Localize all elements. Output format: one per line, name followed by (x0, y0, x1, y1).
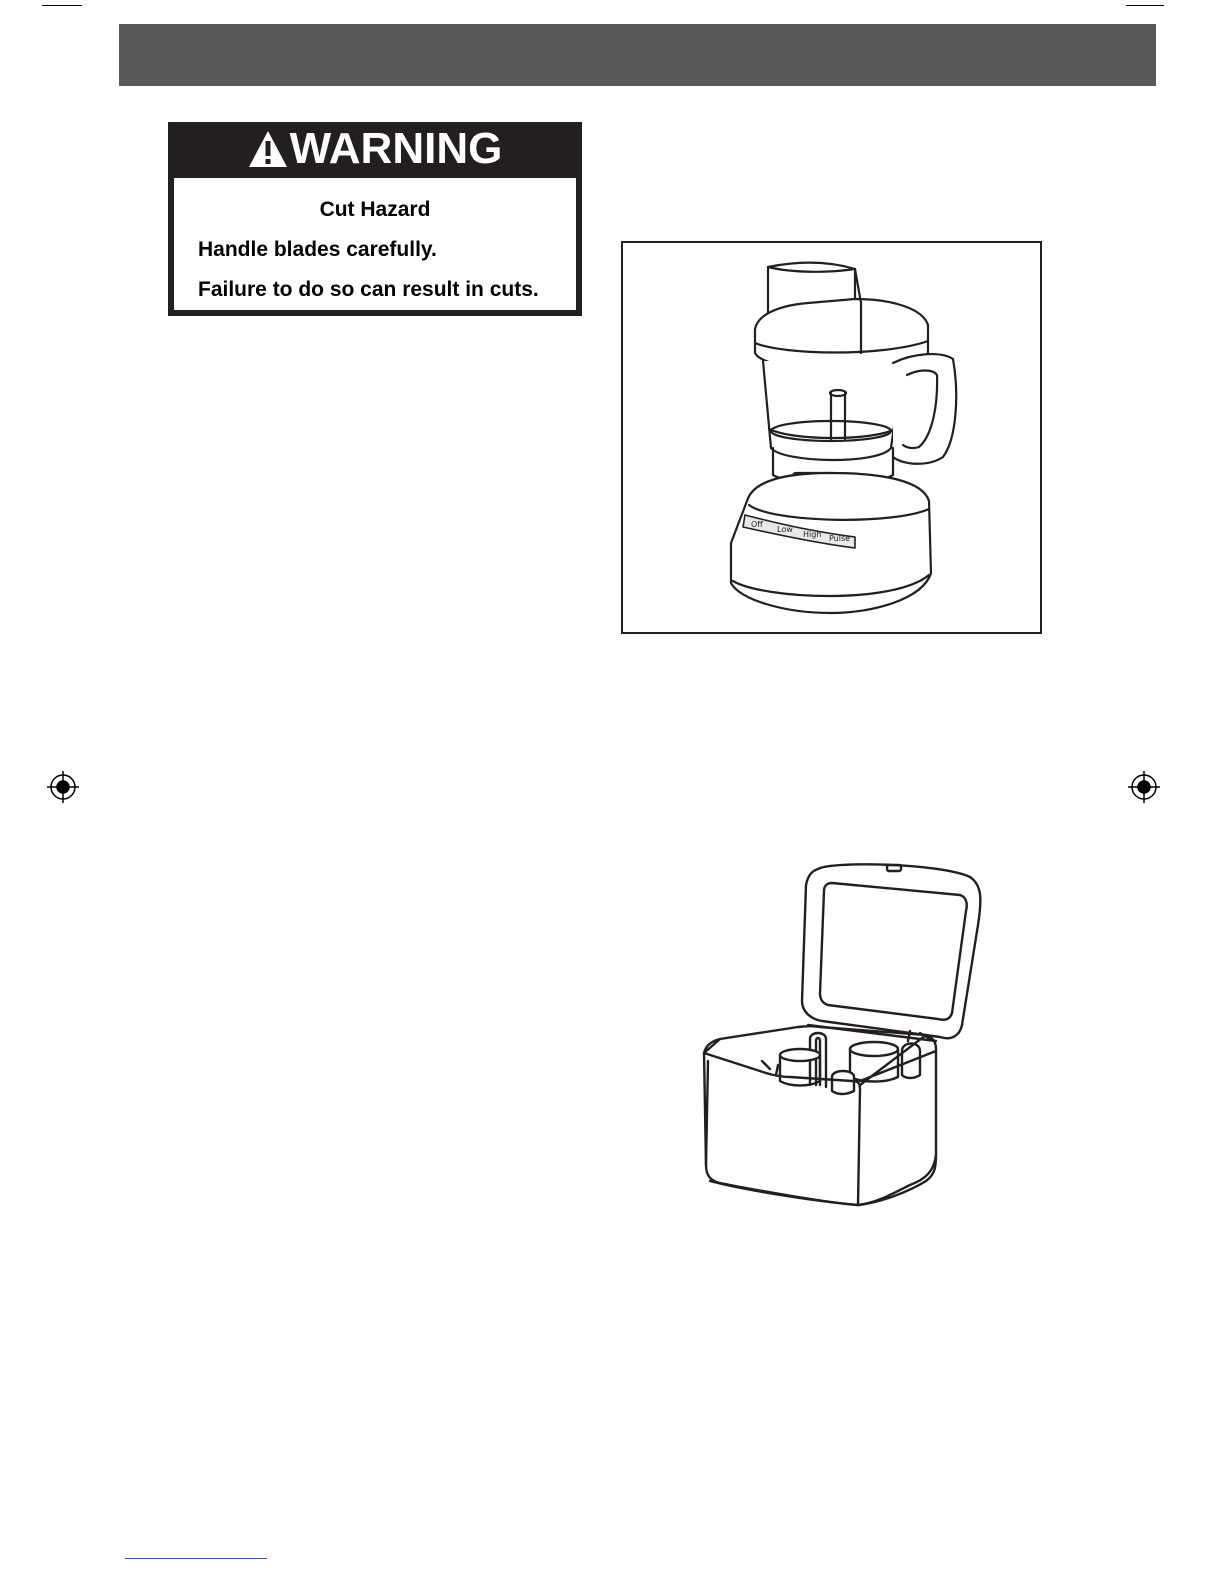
food-processor-illustration (623, 243, 1039, 631)
warning-title: WARNING (289, 124, 503, 173)
control-label-low: Low (777, 525, 793, 534)
warning-label (168, 122, 582, 316)
registration-mark-icon (47, 771, 79, 803)
warning-header (168, 122, 582, 176)
warning-body (174, 178, 576, 310)
section-header-band (119, 24, 1156, 86)
crop-mark-top-left (42, 5, 82, 6)
storage-case-illustration (690, 855, 990, 1215)
warning-triangle-icon (248, 130, 288, 168)
control-label-high: High (803, 530, 822, 539)
hazard-title: Cut Hazard (319, 198, 431, 221)
control-label-pulse: Pulse (829, 534, 851, 543)
crop-mark-top-right (1126, 5, 1164, 6)
warning-line-1: Handle blades carefully. (198, 238, 437, 261)
control-label-off: Off (751, 520, 763, 529)
footer-rule (125, 1558, 267, 1559)
food-processor-figure (621, 241, 1042, 634)
warning-line-2: Failure to do so can result in cuts. (198, 278, 539, 301)
registration-mark-icon (1128, 771, 1160, 803)
